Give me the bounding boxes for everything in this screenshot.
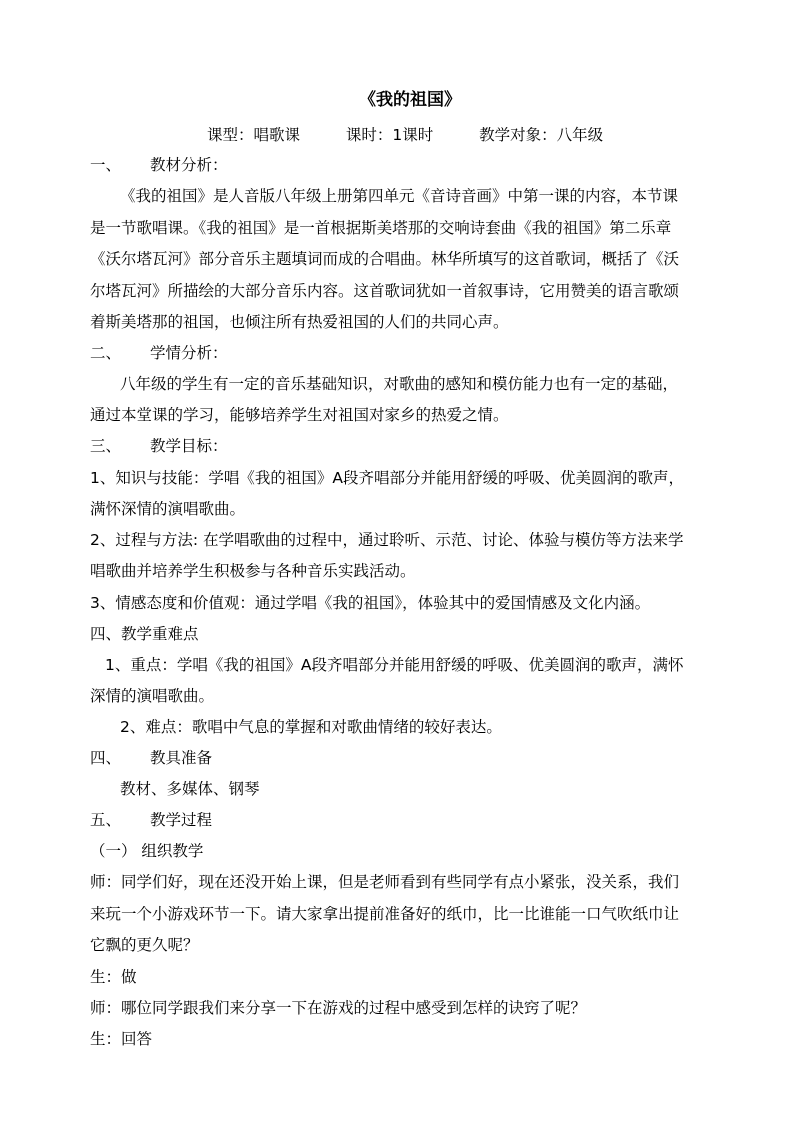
section-title: 教材分析： [150, 156, 228, 174]
dialogue-line: 师：哪位同学跟我们来分享一下在游戏的过程中感受到怎样的诀窍了呢？ [90, 999, 587, 1017]
lesson-audience: 教学对象：八年级 [479, 126, 604, 144]
section-heading-teaching-goals [90, 436, 228, 456]
section-heading-teaching-aids [90, 748, 212, 768]
document-title: 《我的祖国》 [359, 90, 461, 110]
subsection-heading: （一） 组织教学 [90, 842, 204, 860]
section-heading-student-analysis [90, 343, 228, 363]
key-point-line: 1、重点：学唱《我的祖国》A段齐唱部分并能用舒缓的呼吸、优美圆润的歌声，满怀 [105, 656, 684, 674]
paragraph-line: 《我的祖国》是人音版八年级上册第四单元《音诗音画》中第一课的内容，本节课 [120, 187, 679, 205]
key-point-line: 2、难点：歌唱中气息的掌握和对歌曲情绪的较好表达。 [120, 718, 502, 736]
section-number: 三、 [90, 437, 122, 455]
goal-line: 3、情感态度和价值观：通过学唱《我的祖国》，体验其中的爱国情感及文化内涵。 [90, 594, 651, 612]
goal-line: 满怀深情的演唱歌曲。 [90, 500, 246, 518]
paragraph-line: 教材、多媒体、钢琴 [120, 780, 260, 798]
section-number: 二、 [90, 344, 122, 362]
section-number: 四、 [90, 749, 122, 767]
section-heading-key-points: 四、教学重难点 [90, 625, 199, 643]
section-title: 教学目标： [150, 437, 228, 455]
goal-line: 2、过程与方法: 在学唱歌曲的过程中，通过聆听、示范、讨论、体验与模仿等方法来学 [90, 531, 684, 549]
section-title: 教具准备 [150, 749, 213, 767]
section-heading-textbook-analysis [90, 155, 228, 175]
dialogue-line: 师：同学们好，现在还没开始上课，但是老师看到有些同学有点小紧张，没关系，我们 [90, 873, 680, 891]
dialogue-line: 生：做 [90, 968, 137, 986]
paragraph-line: 是一节歌唱课。《我的祖国》是一首根据斯美塔那的交响诗套曲《我的祖国》第二乐章 [90, 219, 672, 237]
paragraph-line: 《沃尔塔瓦河》部分音乐主题填词而成的合唱曲。林华所填写的这首歌词，概括了《沃 [90, 250, 680, 268]
paragraph-line: 着斯美塔那的祖国，也倾注所有热爱祖国的人们的共同心声。 [90, 313, 509, 331]
paragraph-line: 尔塔瓦河》所描绘的大部分音乐内容。这首歌词犹如一首叙事诗，它用赞美的语言歌颂 [90, 282, 680, 300]
lesson-type: 课型：唱歌课 [207, 126, 301, 144]
dialogue-line: 生：回答 [90, 1030, 153, 1048]
lesson-meta [207, 125, 603, 145]
lesson-hours: 课时：1课时 [345, 126, 434, 144]
paragraph-line: 通过本堂课的学习，能够培养学生对祖国对家乡的热爱之情。 [90, 406, 509, 424]
dialogue-line: 它飘的更久呢？ [90, 936, 199, 954]
key-point-line: 深情的演唱歌曲。 [90, 687, 215, 705]
goal-line: 唱歌曲并培养学生积极参与各种音乐实践活动。 [90, 562, 416, 580]
goal-line: 1、知识与技能：学唱《我的祖国》A段齐唱部分并能用舒缓的呼吸、优美圆润的歌声， [90, 469, 684, 487]
section-heading-teaching-process [90, 810, 212, 830]
section-number: 五、 [90, 811, 122, 829]
section-title: 学情分析： [150, 344, 228, 362]
paragraph-line: 八年级的学生有一定的音乐基础知识，对歌曲的感知和模仿能力也有一定的基础， [120, 375, 679, 393]
section-number: 一、 [90, 156, 122, 174]
dialogue-line: 来玩一个小游戏环节一下。请大家拿出提前准备好的纸巾，比一比谁能一口气吹纸巾让 [90, 905, 680, 923]
section-title: 教学过程 [150, 811, 213, 829]
